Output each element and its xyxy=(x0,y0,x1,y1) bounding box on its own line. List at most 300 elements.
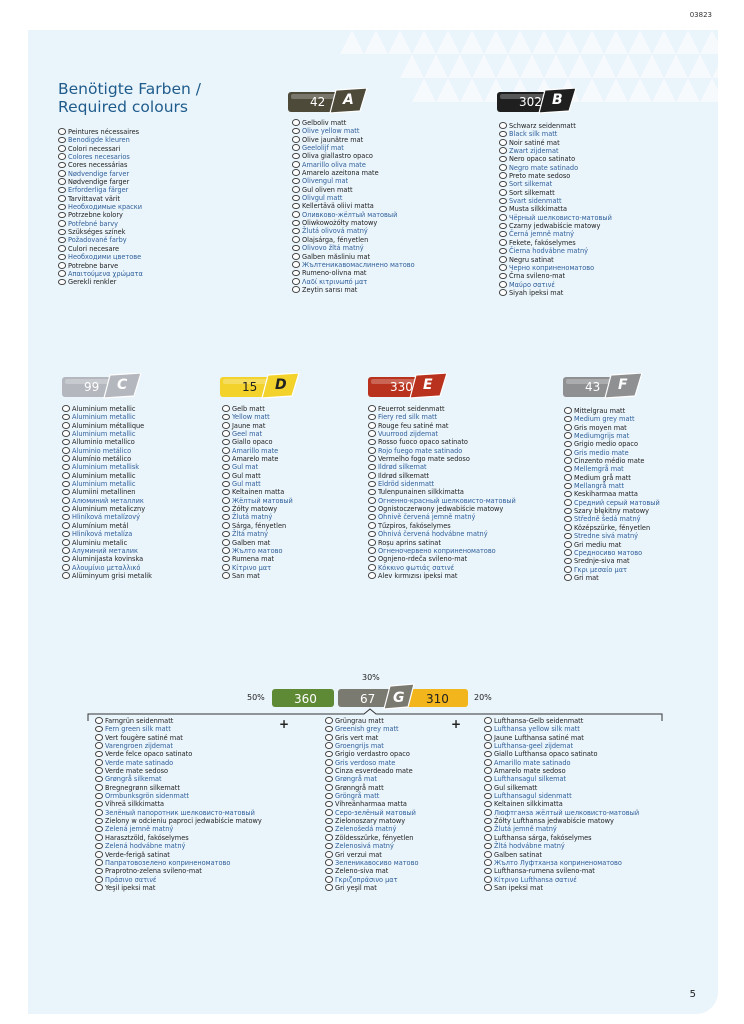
swatch-number: 99 xyxy=(84,380,100,394)
colour-name-text: Aluminium metallic xyxy=(72,404,136,413)
country-flag-icon xyxy=(292,211,300,218)
country-flag-icon xyxy=(499,164,507,171)
country-flag-icon xyxy=(62,531,70,538)
pattern-triangle xyxy=(460,30,484,54)
country-flag-icon xyxy=(368,430,376,437)
colour-name-text: Rumena mat xyxy=(232,554,275,564)
colour-name-text: Черно коприненоматово xyxy=(509,262,595,272)
country-flag-icon xyxy=(564,566,572,573)
pattern-triangle xyxy=(436,30,460,54)
colour-name-text: Kellertävä oliivi matta xyxy=(302,201,374,211)
pattern-triangle xyxy=(412,30,436,54)
country-flag-icon xyxy=(222,539,230,546)
percent-360: 50% xyxy=(247,693,265,702)
colour-name-text: Mellemgrå mat xyxy=(574,464,624,474)
country-flag-icon xyxy=(325,818,333,825)
colour-name-text: Κόκκινο φωτιάς σατινέ xyxy=(378,562,455,572)
pattern-triangle xyxy=(604,30,628,54)
country-flag-icon xyxy=(58,153,66,160)
colour-name-text: Colori necessari xyxy=(68,143,121,153)
country-flag-icon xyxy=(499,281,507,288)
colour-name-text: Žlutá olivová matný xyxy=(302,226,368,236)
colour-name-text: Gri mediu mat xyxy=(574,539,622,549)
country-flag-icon xyxy=(222,422,230,429)
country-flag-icon xyxy=(62,455,70,462)
colour-name-text: Črna svileno-mat xyxy=(509,271,566,281)
pattern-triangle xyxy=(388,30,412,54)
country-flag-icon xyxy=(484,726,492,733)
country-flag-icon xyxy=(62,522,70,529)
swatch-letter: B xyxy=(552,92,563,108)
colour-name-text: Gris moyen mat xyxy=(574,422,627,432)
colour-name-text: Aluminium metallic xyxy=(72,479,136,489)
country-flag-icon xyxy=(368,497,376,504)
mix-colour-number: 310 xyxy=(426,692,449,706)
pattern-triangle xyxy=(412,78,436,102)
colour-list-g-360 xyxy=(95,717,262,892)
mix-colour-number: 360 xyxy=(294,692,317,706)
country-flag-icon xyxy=(58,178,66,185)
colour-name-text: Cinzento médio mate xyxy=(574,456,645,466)
country-flag-icon xyxy=(292,270,300,277)
colour-name-text: Zelená hodvábne matný xyxy=(105,841,186,851)
pattern-triangle xyxy=(568,54,592,78)
country-flag-icon xyxy=(499,131,507,138)
colour-list-d xyxy=(222,405,293,580)
country-flag-icon xyxy=(564,508,572,515)
colour-name-text: Srednje-siva mat xyxy=(574,556,630,566)
country-flag-icon xyxy=(484,868,492,875)
country-flag-icon xyxy=(564,416,572,423)
country-flag-icon xyxy=(368,514,376,521)
colour-name-item xyxy=(325,884,418,892)
country-flag-icon xyxy=(499,139,507,146)
colour-name-text: Keskiharmaa matta xyxy=(574,489,638,499)
colour-name-text: Aluminium metallic xyxy=(72,429,136,439)
country-flag-icon xyxy=(58,270,66,277)
country-flag-icon xyxy=(564,516,572,523)
country-flag-icon xyxy=(95,851,103,858)
swatch-letter: G xyxy=(393,690,405,706)
colour-name-text: Gul oliven matt xyxy=(302,184,353,194)
pattern-triangle xyxy=(616,54,640,78)
pattern-triangle xyxy=(532,30,556,54)
country-flag-icon xyxy=(292,203,300,210)
country-flag-icon xyxy=(58,170,66,177)
colour-name-text: Aluminio metálico xyxy=(72,445,132,455)
colour-name-item xyxy=(95,884,262,892)
colour-name-text: Zelená jemně matný xyxy=(105,824,174,834)
country-flag-icon xyxy=(325,726,333,733)
colour-name-text: Szükséges színek xyxy=(68,227,126,237)
colour-name-text: Oliwkowożółty matowy xyxy=(302,218,378,228)
country-flag-icon xyxy=(484,784,492,791)
colour-name-text: Vermelho fogo mate sedoso xyxy=(378,454,470,464)
pattern-triangle xyxy=(520,54,544,78)
swatch-c xyxy=(62,373,142,399)
country-flag-icon xyxy=(62,472,70,479)
colour-name-text: Κίτρινο Lufthansa σατινέ xyxy=(494,874,577,884)
colour-name-text: Greenish grey matt xyxy=(335,724,399,734)
country-flag-icon xyxy=(292,136,300,143)
country-flag-icon xyxy=(564,533,572,540)
pattern-triangle xyxy=(580,30,604,54)
colour-name-text: Gul mat xyxy=(232,462,259,472)
colour-name-text: Fekete, fakóselymes xyxy=(509,237,576,247)
country-flag-icon xyxy=(564,449,572,456)
colour-name-text: Potřebné barvy xyxy=(68,218,118,228)
colour-name-text: Gröngrå matt xyxy=(335,791,380,801)
pattern-triangle xyxy=(664,54,688,78)
swatch-b xyxy=(497,88,577,114)
pattern-triangle xyxy=(508,30,532,54)
colour-name-text: Žlutá matný xyxy=(232,512,273,522)
colour-name-text: Aluminium metallic xyxy=(72,470,136,480)
colour-name-text: Czarny jedwabiście matowy xyxy=(509,221,601,231)
country-flag-icon xyxy=(564,499,572,506)
paint-swatch xyxy=(62,373,142,399)
colour-name-text: Sarı mat xyxy=(232,570,260,580)
colour-name-text: Grønngrå matt xyxy=(335,782,384,792)
colour-name-text: Средний серый матовый xyxy=(574,497,660,507)
colour-name-item xyxy=(484,884,639,892)
colour-name-text: Nødvendige farger xyxy=(68,177,130,187)
colour-name-text: Lufthansa yellow silk matt xyxy=(494,724,580,734)
country-flag-icon xyxy=(368,422,376,429)
colour-name-text: Cores necessárias xyxy=(68,160,128,170)
country-flag-icon xyxy=(95,784,103,791)
country-flag-icon xyxy=(222,472,230,479)
colour-name-text: Feuerrot seidenmatt xyxy=(378,404,445,413)
country-flag-icon xyxy=(222,439,230,446)
colour-name-text: Sarı ipeksi mat xyxy=(494,882,543,892)
colour-name-text: Gul silkematt xyxy=(494,782,538,792)
colour-name-text: Grøngrå silkemat xyxy=(105,774,162,784)
colour-name-text: Ormbunksgrön sidenmatt xyxy=(105,791,189,801)
country-flag-icon xyxy=(58,128,66,135)
country-flag-icon xyxy=(368,455,376,462)
colour-name-text: Verde mate satinado xyxy=(105,757,174,767)
pattern-triangle xyxy=(652,30,676,54)
pattern-triangle xyxy=(496,54,520,78)
colour-name-text: Geelolijf mat xyxy=(302,143,344,153)
pattern-triangle xyxy=(628,78,652,102)
country-flag-icon xyxy=(484,876,492,883)
country-flag-icon xyxy=(62,514,70,521)
colour-name-text: Culori necesare xyxy=(68,243,120,253)
plus-icon: + xyxy=(451,717,462,731)
colour-name-text: Fiery red silk matt xyxy=(378,412,438,422)
country-flag-icon xyxy=(368,572,376,579)
country-flag-icon xyxy=(499,223,507,230)
country-flag-icon xyxy=(95,734,103,741)
country-flag-icon xyxy=(564,432,572,439)
colour-name-text: Mediumgrijs mat xyxy=(574,431,630,441)
country-flag-icon xyxy=(222,514,230,521)
colour-name-text: Rouge feu satiné mat xyxy=(378,420,449,430)
country-flag-icon xyxy=(325,742,333,749)
pattern-triangle xyxy=(544,54,568,78)
country-flag-icon xyxy=(499,273,507,280)
country-flag-icon xyxy=(484,751,492,758)
country-flag-icon xyxy=(95,793,103,800)
pattern-triangle xyxy=(436,78,460,102)
colour-name-text: Farngrün seidenmatt xyxy=(105,716,174,725)
colour-name-text: Зеленикавосиво матово xyxy=(335,857,419,867)
swatch-number: 15 xyxy=(242,380,258,394)
pattern-triangle xyxy=(580,78,604,102)
country-flag-icon xyxy=(62,422,70,429)
country-flag-icon xyxy=(325,843,333,850)
colour-name-text: Rumeno-olivna mat xyxy=(302,268,367,278)
colour-name-text: Alumínio metálico xyxy=(72,454,132,464)
colour-name-text: Ohnivě červená jemně matný xyxy=(378,512,476,522)
colour-name-text: Benodigde kleuren xyxy=(68,135,130,145)
colour-name-text: Amarillo mate xyxy=(232,445,279,455)
country-flag-icon xyxy=(222,531,230,538)
colour-name-text: Aluminium metaliczny xyxy=(72,504,146,514)
country-flag-icon xyxy=(564,524,572,531)
country-flag-icon xyxy=(368,531,376,538)
country-flag-icon xyxy=(292,286,300,293)
country-flag-icon xyxy=(325,776,333,783)
country-flag-icon xyxy=(95,801,103,808)
country-flag-icon xyxy=(484,742,492,749)
colour-name-text: Vihreänharmaa matta xyxy=(335,799,407,809)
colour-name-text: Mellangrå matt xyxy=(574,481,625,491)
colour-name-text: Sárga, fényetlen xyxy=(232,520,287,530)
country-flag-icon xyxy=(222,556,230,563)
colour-name-text: Zelenošedá matný xyxy=(335,824,397,834)
colour-name-text: Giallo opaco xyxy=(232,437,273,447)
country-flag-icon xyxy=(368,414,376,421)
country-flag-icon xyxy=(222,497,230,504)
colour-name-text: Grigio verdastro opaco xyxy=(335,749,410,759)
country-flag-icon xyxy=(222,430,230,437)
country-flag-icon xyxy=(292,253,300,260)
colour-name-text: Középszürke, fényetlen xyxy=(574,522,651,532)
colour-name-text: Alluminio metallico xyxy=(72,437,135,447)
colour-name-text: Оливково-жёлтый матовый xyxy=(302,209,398,219)
country-flag-icon xyxy=(62,489,70,496)
country-flag-icon xyxy=(58,204,66,211)
percent-310: 20% xyxy=(474,693,492,702)
colour-name-text: Verde mate sedoso xyxy=(105,766,169,776)
colour-name-text: Medium grå matt xyxy=(574,472,631,482)
colour-name-text: Yeşil ipeksi mat xyxy=(105,882,156,892)
country-flag-icon xyxy=(484,801,492,808)
colour-name-text: Lufthansa sárga, fakóselymes xyxy=(494,832,592,842)
country-flag-icon xyxy=(292,128,300,135)
swatch-a xyxy=(288,88,368,114)
colour-name-text: Preto mate sedoso xyxy=(509,171,571,181)
country-flag-icon xyxy=(484,826,492,833)
country-flag-icon xyxy=(292,195,300,202)
country-flag-icon xyxy=(499,147,507,154)
country-flag-icon xyxy=(58,195,66,202)
colour-name-text: Tűzpiros, fakóselymes xyxy=(378,520,451,530)
colour-name-text: Ildrød silkematt xyxy=(378,470,430,480)
country-flag-icon xyxy=(325,717,333,724)
colour-name-text: Ohnivá červená hodvábne matný xyxy=(378,529,488,539)
pattern-triangle xyxy=(424,54,448,78)
colour-name-text: Jaune mat xyxy=(232,420,266,430)
country-flag-icon xyxy=(499,231,507,238)
colour-name-text: Aluminium metallisk xyxy=(72,462,140,472)
country-flag-icon xyxy=(499,239,507,246)
pattern-triangle xyxy=(712,54,718,78)
country-flag-icon xyxy=(564,466,572,473)
country-flag-icon xyxy=(499,172,507,179)
colour-name-text: Verde-ferigă satinat xyxy=(105,849,170,859)
colour-name-text: Żółty Lufthansa jedwabiście matowy xyxy=(494,816,614,826)
country-flag-icon xyxy=(499,156,507,163)
colour-name-text: Geel mat xyxy=(232,429,263,439)
country-flag-icon xyxy=(292,153,300,160)
colour-name-text: Galben satinat xyxy=(494,849,542,859)
colour-name-text: Peintures nécessaires xyxy=(68,127,140,136)
country-flag-icon xyxy=(484,767,492,774)
country-flag-icon xyxy=(222,572,230,579)
swatch-letter: D xyxy=(275,377,287,393)
country-flag-icon xyxy=(58,229,66,236)
colour-name-text: Galben măsliniu mat xyxy=(302,251,371,261)
colour-name-text: Olivengul mat xyxy=(302,176,349,186)
pattern-triangle xyxy=(700,30,718,54)
colour-name-text: Ognistoczerwony jedwabiście matowy xyxy=(378,504,504,514)
country-flag-icon xyxy=(484,818,492,825)
country-flag-icon xyxy=(58,245,66,252)
colour-name-text: Fern green silk matt xyxy=(105,724,171,734)
swatch-g-mix xyxy=(272,683,472,711)
colour-name-text: Siyah ipeksi mat xyxy=(509,287,564,297)
colour-name-text: Огненно-красный шелковисто-матовый xyxy=(378,495,516,505)
colour-name-text: Amarillo mate satinado xyxy=(494,757,571,767)
colour-name-text: Γκρι μεσαίο ματ xyxy=(574,564,627,574)
colour-name-text: Sort silkemat xyxy=(509,179,553,189)
colour-name-text: Vert fougère satiné mat xyxy=(105,732,183,742)
colour-name-text: Gri yeşil mat xyxy=(335,882,377,892)
country-flag-icon xyxy=(222,447,230,454)
colour-name-text: Vihreä silkkimatta xyxy=(105,799,165,809)
colour-name-text: Mittelgrau matt xyxy=(574,406,626,415)
country-flag-icon xyxy=(95,868,103,875)
colour-name-text: Roșu aprins satinat xyxy=(378,537,441,547)
colour-name-text: Čierna hodvábne matný xyxy=(509,246,589,256)
colour-name-text: Praprotno-zelena svileno-mat xyxy=(105,866,202,876)
colour-name-text: Olivgul matt xyxy=(302,193,343,203)
colour-name-text: Gri verzui mat xyxy=(335,849,382,859)
country-flag-icon xyxy=(58,220,66,227)
country-flag-icon xyxy=(484,851,492,858)
country-flag-icon xyxy=(292,119,300,126)
country-flag-icon xyxy=(484,793,492,800)
colour-name-text: Κίτρινο ματ xyxy=(232,562,272,572)
swatch-number: 43 xyxy=(585,380,601,394)
country-flag-icon xyxy=(292,220,300,227)
country-flag-icon xyxy=(62,572,70,579)
country-flag-icon xyxy=(222,489,230,496)
colour-name-text: Hliníková metalíza xyxy=(72,529,133,539)
colour-name-text: Noir satiné mat xyxy=(509,137,560,147)
country-flag-icon xyxy=(58,137,66,144)
country-flag-icon xyxy=(368,464,376,471)
colour-list-a xyxy=(292,119,415,294)
colour-name-text: Алюминий металлик xyxy=(72,495,144,505)
colour-name-text: Gelboliv matt xyxy=(302,118,347,127)
country-flag-icon xyxy=(62,547,70,554)
country-flag-icon xyxy=(222,564,230,571)
colour-name-text: Απαιτούμενα χρώματα xyxy=(68,268,143,278)
colour-name-text: Zöldesszürke, fényetlen xyxy=(335,832,414,842)
pattern-triangle xyxy=(484,30,508,54)
country-flag-icon xyxy=(325,834,333,841)
pattern-triangle xyxy=(448,54,472,78)
colour-name-text: Nødvendige farver xyxy=(68,168,130,178)
country-flag-icon xyxy=(95,859,103,866)
country-flag-icon xyxy=(564,541,572,548)
country-flag-icon xyxy=(325,876,333,883)
country-flag-icon xyxy=(484,759,492,766)
country-flag-icon xyxy=(95,767,103,774)
colour-list-b xyxy=(499,122,612,297)
country-flag-icon xyxy=(564,474,572,481)
colour-name-item xyxy=(499,289,612,297)
colour-name-text: Ognjeno-rdeča svileno-mat xyxy=(378,554,468,564)
colour-list-g-310 xyxy=(484,717,639,892)
country-flag-icon xyxy=(62,556,70,563)
colour-name-text: Необходимые краски xyxy=(68,202,143,212)
country-flag-icon xyxy=(58,145,66,152)
colour-name-text: Zelenosivá matný xyxy=(335,841,394,851)
colour-name-text: Aluminium metallic xyxy=(72,412,136,422)
title-line-en: Required colours xyxy=(58,98,188,116)
country-flag-icon xyxy=(564,424,572,431)
colour-list-c xyxy=(62,405,152,580)
pattern-triangle xyxy=(556,30,580,54)
colour-name-item xyxy=(62,572,152,580)
country-flag-icon xyxy=(58,254,66,261)
colour-name-text: Amarelo azeitona mate xyxy=(302,168,379,178)
colour-list-e xyxy=(368,405,516,580)
colour-name-text: Erforderliga färger xyxy=(68,185,129,195)
colour-name-item xyxy=(564,574,660,582)
country-flag-icon xyxy=(564,457,572,464)
colour-name-item xyxy=(222,572,293,580)
country-flag-icon xyxy=(484,843,492,850)
pattern-triangle xyxy=(652,78,676,102)
colour-name-text: Żółty matowy xyxy=(232,504,278,514)
country-flag-icon xyxy=(95,751,103,758)
colour-name-text: Olivovo žltá matný xyxy=(302,243,364,253)
colour-name-text: Grøngrå mat xyxy=(335,774,377,784)
country-flag-icon xyxy=(95,726,103,733)
colour-name-text: Alüminyum grisi metalik xyxy=(72,570,152,580)
colour-name-text: Středně šedá matný xyxy=(574,514,641,524)
country-flag-icon xyxy=(484,809,492,816)
country-flag-icon xyxy=(484,776,492,783)
country-flag-icon xyxy=(325,884,333,891)
country-flag-icon xyxy=(368,547,376,554)
country-flag-icon xyxy=(325,734,333,741)
country-flag-icon xyxy=(222,414,230,421)
pattern-triangle xyxy=(688,54,712,78)
colour-name-text: Varengroen zijdemat xyxy=(105,741,173,751)
country-flag-icon xyxy=(95,759,103,766)
country-flag-icon xyxy=(95,884,103,891)
country-flag-icon xyxy=(499,122,507,129)
swatch-letter: F xyxy=(618,377,628,393)
